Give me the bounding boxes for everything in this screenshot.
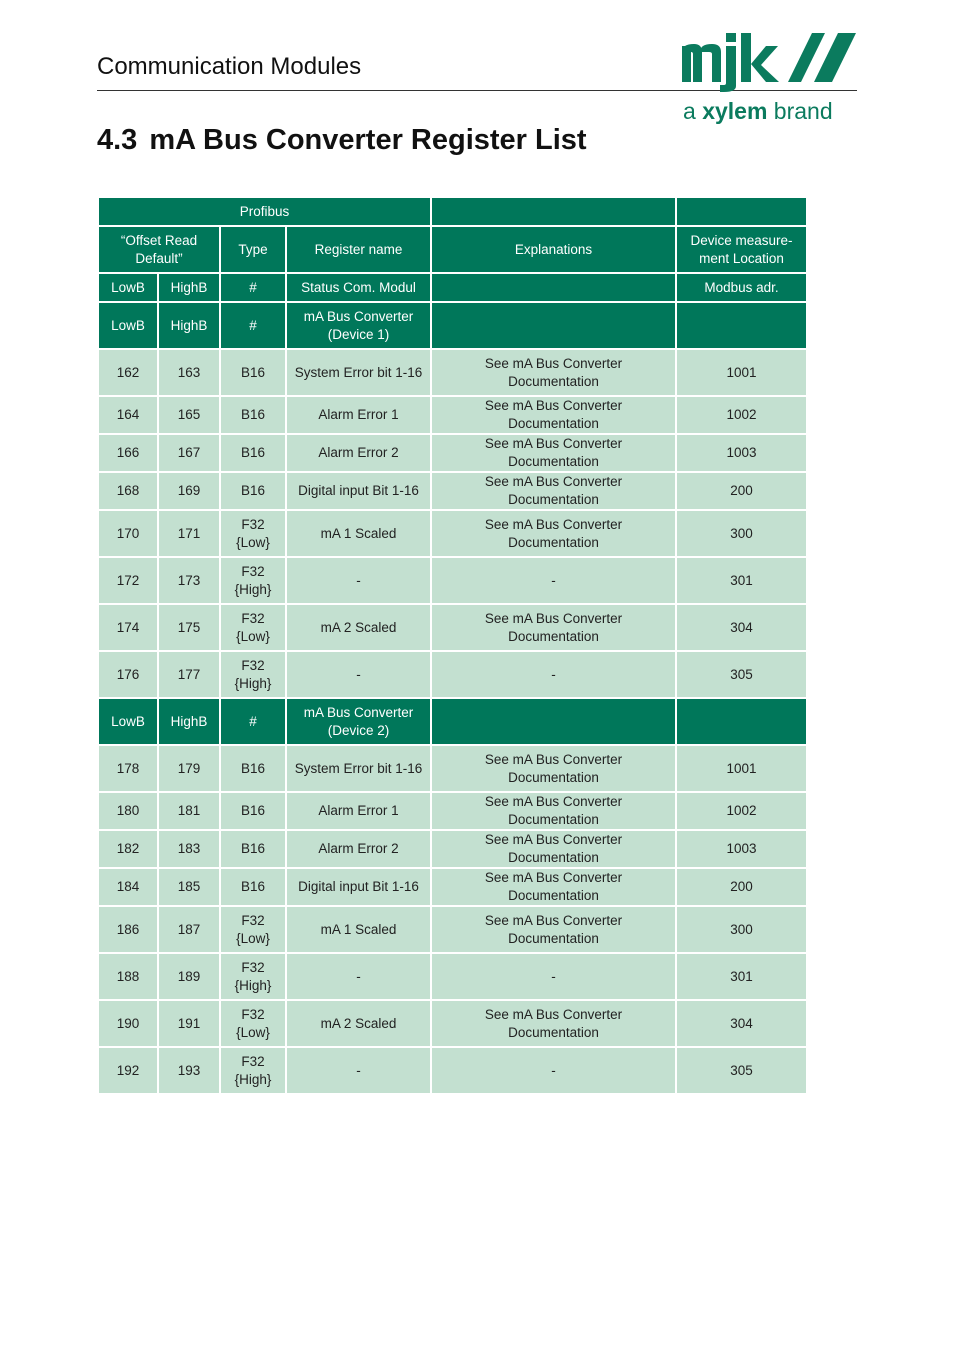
- register-name-cell: Digital input Bit 1-16: [287, 869, 430, 905]
- highb-cell: 165: [159, 397, 219, 433]
- modbus-address-cell: 1003: [677, 435, 806, 471]
- table-row: [99, 831, 806, 867]
- modbus-address-cell: 304: [677, 605, 806, 650]
- table-row: [99, 907, 806, 952]
- table-row: [99, 652, 806, 697]
- highb-cell: 185: [159, 869, 219, 905]
- table-row: [99, 1048, 806, 1093]
- modbus-address-cell: 305: [677, 1048, 806, 1093]
- device-name-header: mA Bus Converter (Device 2): [287, 699, 430, 744]
- modbus-address-cell: 301: [677, 954, 806, 999]
- explanation-cell: See mA Bus Converter Documentation: [432, 907, 675, 952]
- register-name-cell: Digital input Bit 1-16: [287, 473, 430, 509]
- lowb-cell: 168: [99, 473, 157, 509]
- lowb-header: LowB: [99, 699, 157, 744]
- header-blank: [677, 303, 806, 348]
- type-cell: F32 {High}: [221, 1048, 285, 1093]
- lowb-cell: 170: [99, 511, 157, 556]
- modbus-address-cell: 304: [677, 1001, 806, 1046]
- explanation-cell: See mA Bus Converter Documentation: [432, 746, 675, 791]
- register-name-cell: System Error bit 1-16: [287, 746, 430, 791]
- modbus-address-cell: 300: [677, 511, 806, 556]
- type-cell: F32 {Low}: [221, 1001, 285, 1046]
- page-header-title: Communication Modules: [97, 53, 362, 80]
- modbus-address-cell: 1002: [677, 397, 806, 433]
- type-cell: B16: [221, 435, 285, 471]
- device-location-header: Device measure-ment Location: [677, 227, 806, 272]
- lowb-cell: 176: [99, 652, 157, 697]
- hash-header: #: [221, 699, 285, 744]
- modbus-address-cell: 200: [677, 869, 806, 905]
- type-cell: F32 {Low}: [221, 605, 285, 650]
- highb-cell: 167: [159, 435, 219, 471]
- type-cell: B16: [221, 793, 285, 829]
- explanation-cell: See mA Bus Converter Documentation: [432, 605, 675, 650]
- type-cell: B16: [221, 397, 285, 433]
- header-blank: [432, 198, 675, 225]
- register-name-cell: mA 1 Scaled: [287, 511, 430, 556]
- register-name-cell: mA 2 Scaled: [287, 1001, 430, 1046]
- type-header: Type: [221, 227, 285, 272]
- register-name-cell: mA 2 Scaled: [287, 605, 430, 650]
- mjk-logo-mark: [680, 30, 860, 92]
- lowb-cell: 164: [99, 397, 157, 433]
- table-row: [99, 746, 806, 791]
- lowb-header: LowB: [99, 274, 157, 301]
- status-com-modul-header: Status Com. Modul: [287, 274, 430, 301]
- section-title: 4.3 mA Bus Converter Register List: [97, 124, 587, 156]
- header-blank: [432, 699, 675, 744]
- highb-cell: 193: [159, 1048, 219, 1093]
- type-cell: F32 {High}: [221, 954, 285, 999]
- register-name-cell: -: [287, 954, 430, 999]
- explanation-cell: -: [432, 558, 675, 603]
- table-row: [99, 350, 806, 395]
- header-blank: [677, 198, 806, 225]
- highb-cell: 171: [159, 511, 219, 556]
- highb-cell: 163: [159, 350, 219, 395]
- register-name-cell: -: [287, 558, 430, 603]
- mjk-logo: [680, 30, 860, 130]
- lowb-cell: 166: [99, 435, 157, 471]
- modbus-address-cell: 305: [677, 652, 806, 697]
- explanation-cell: -: [432, 1048, 675, 1093]
- table-row: [99, 435, 806, 471]
- offset-header: “Offset Read Default”: [99, 227, 219, 272]
- profibus-header: Profibus: [99, 198, 430, 225]
- explanation-cell: See mA Bus Converter Documentation: [432, 397, 675, 433]
- type-cell: F32 {High}: [221, 558, 285, 603]
- highb-cell: 189: [159, 954, 219, 999]
- modbus-address-cell: 200: [677, 473, 806, 509]
- header-blank: [432, 274, 675, 301]
- explanation-cell: See mA Bus Converter Documentation: [432, 831, 675, 867]
- lowb-cell: 182: [99, 831, 157, 867]
- table-row: [99, 558, 806, 603]
- type-cell: B16: [221, 831, 285, 867]
- modbus-adr-header: Modbus adr.: [677, 274, 806, 301]
- lowb-cell: 180: [99, 793, 157, 829]
- highb-cell: 177: [159, 652, 219, 697]
- register-name-cell: -: [287, 1048, 430, 1093]
- highb-cell: 169: [159, 473, 219, 509]
- table-row: [99, 954, 806, 999]
- explanation-cell: -: [432, 954, 675, 999]
- highb-header: HighB: [159, 274, 219, 301]
- xylem-brand-text: a xylem brand: [683, 98, 833, 124]
- table-row: [99, 511, 806, 556]
- modbus-address-cell: 300: [677, 907, 806, 952]
- modbus-address-cell: 1001: [677, 746, 806, 791]
- modbus-address-cell: 1001: [677, 350, 806, 395]
- register-name-cell: Alarm Error 2: [287, 831, 430, 867]
- device-section-header: [99, 303, 806, 348]
- table-row: [99, 605, 806, 650]
- register-name-cell: mA 1 Scaled: [287, 907, 430, 952]
- highb-cell: 183: [159, 831, 219, 867]
- lowb-cell: 190: [99, 1001, 157, 1046]
- explanation-cell: See mA Bus Converter Documentation: [432, 1001, 675, 1046]
- header-blank: [677, 699, 806, 744]
- type-cell: B16: [221, 746, 285, 791]
- register-name-cell: -: [287, 652, 430, 697]
- explanations-header: Explanations: [432, 227, 675, 272]
- modbus-address-cell: 1003: [677, 831, 806, 867]
- explanation-cell: See mA Bus Converter Documentation: [432, 435, 675, 471]
- type-cell: B16: [221, 350, 285, 395]
- lowb-header: LowB: [99, 303, 157, 348]
- highb-header: HighB: [159, 699, 219, 744]
- highb-cell: 187: [159, 907, 219, 952]
- lowb-cell: 174: [99, 605, 157, 650]
- type-cell: F32 {High}: [221, 652, 285, 697]
- hash-header: #: [221, 303, 285, 348]
- register-name-cell: Alarm Error 2: [287, 435, 430, 471]
- highb-header: HighB: [159, 303, 219, 348]
- table-row: [99, 793, 806, 829]
- lowb-cell: 192: [99, 1048, 157, 1093]
- lowb-cell: 188: [99, 954, 157, 999]
- explanation-cell: -: [432, 652, 675, 697]
- lowb-cell: 178: [99, 746, 157, 791]
- register-table: [97, 196, 808, 1095]
- type-cell: F32 {Low}: [221, 511, 285, 556]
- type-cell: F32 {Low}: [221, 907, 285, 952]
- highb-cell: 173: [159, 558, 219, 603]
- table-row: [99, 1001, 806, 1046]
- type-cell: B16: [221, 473, 285, 509]
- explanation-cell: See mA Bus Converter Documentation: [432, 473, 675, 509]
- register-name-cell: System Error bit 1-16: [287, 350, 430, 395]
- explanation-cell: See mA Bus Converter Documentation: [432, 350, 675, 395]
- lowb-cell: 172: [99, 558, 157, 603]
- highb-cell: 181: [159, 793, 219, 829]
- type-cell: B16: [221, 869, 285, 905]
- highb-cell: 175: [159, 605, 219, 650]
- highb-cell: 179: [159, 746, 219, 791]
- highb-cell: 191: [159, 1001, 219, 1046]
- table-row: [99, 397, 806, 433]
- register-name-cell: Alarm Error 1: [287, 793, 430, 829]
- explanation-cell: See mA Bus Converter Documentation: [432, 793, 675, 829]
- register-name-header: Register name: [287, 227, 430, 272]
- lowb-cell: 186: [99, 907, 157, 952]
- table-row: [99, 869, 806, 905]
- table-row: [99, 473, 806, 509]
- register-name-cell: Alarm Error 1: [287, 397, 430, 433]
- modbus-address-cell: 1002: [677, 793, 806, 829]
- explanation-cell: See mA Bus Converter Documentation: [432, 869, 675, 905]
- modbus-address-cell: 301: [677, 558, 806, 603]
- hash-header: #: [221, 274, 285, 301]
- lowb-cell: 184: [99, 869, 157, 905]
- device-section-header: [99, 699, 806, 744]
- header-blank: [432, 303, 675, 348]
- device-name-header: mA Bus Converter (Device 1): [287, 303, 430, 348]
- lowb-cell: 162: [99, 350, 157, 395]
- explanation-cell: See mA Bus Converter Documentation: [432, 511, 675, 556]
